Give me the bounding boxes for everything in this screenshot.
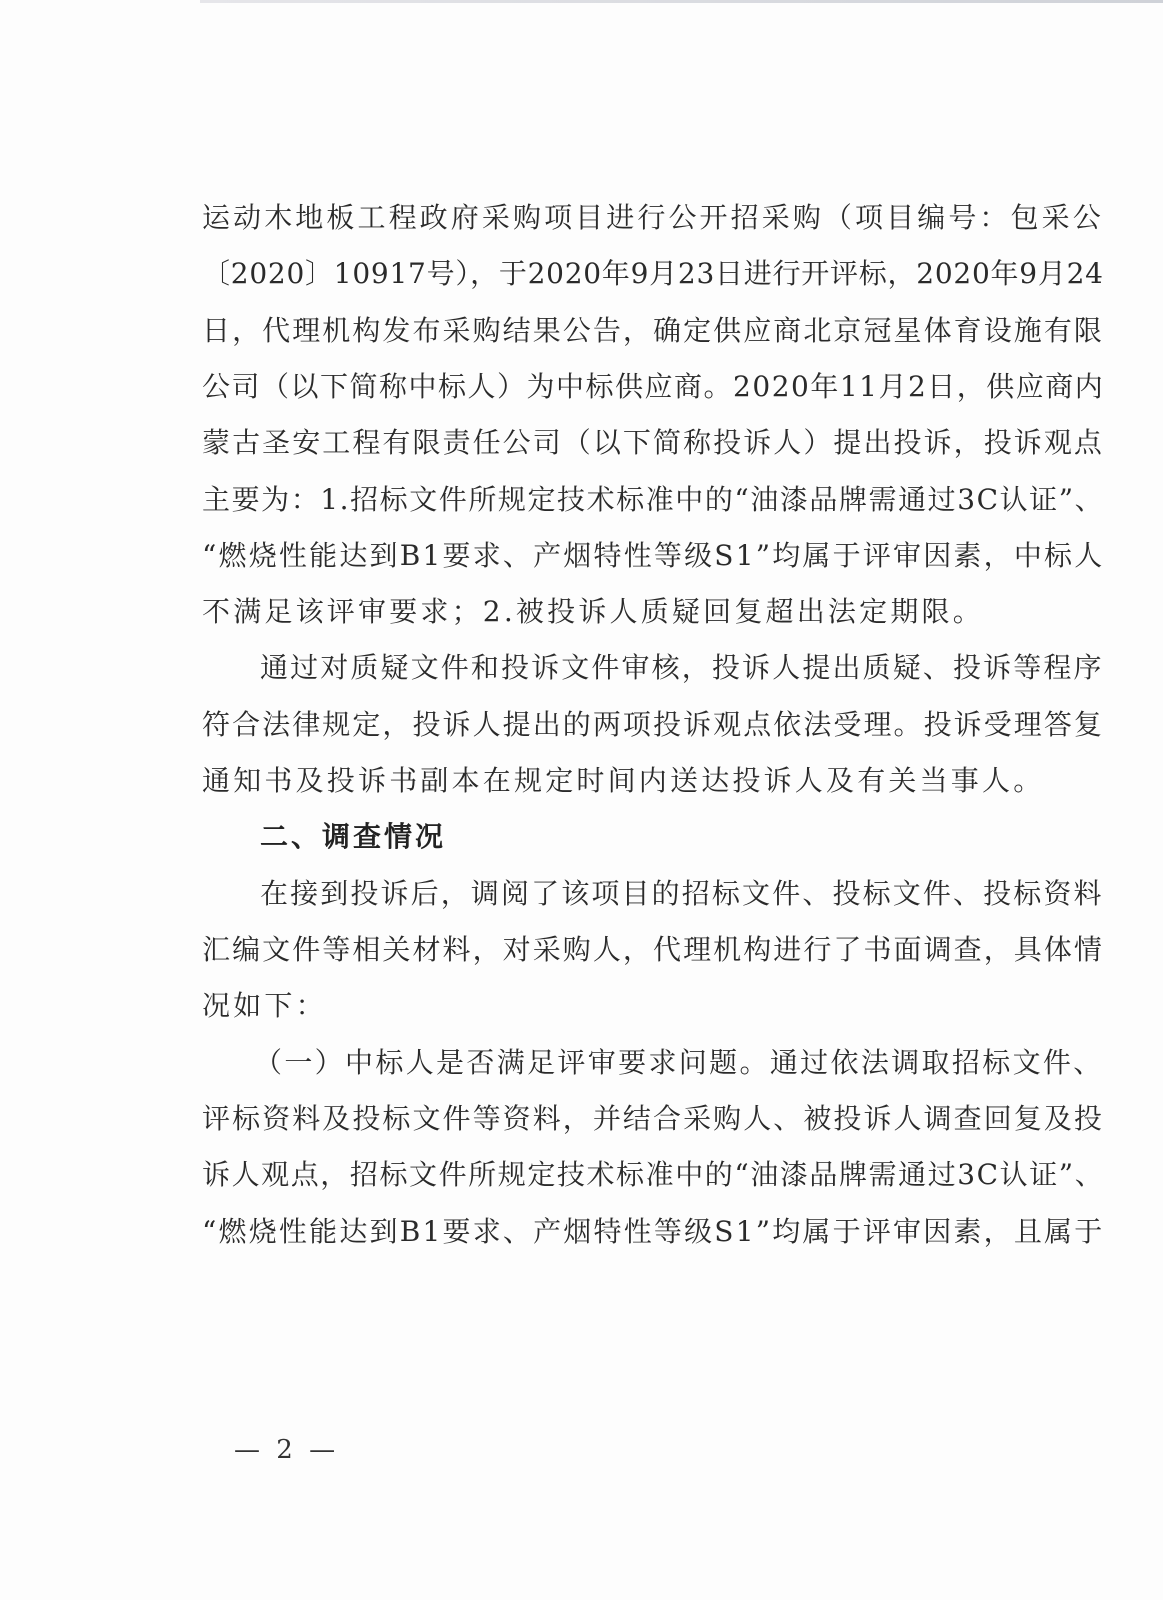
- text-line: 汇编文件等相关材料，对采购人，代理机构进行了书面调查，具体情: [202, 933, 1105, 966]
- text-line: 运动木地板工程政府采购项目进行公开招采购（项目编号：包采公: [202, 201, 1104, 234]
- text-line: “燃烧性能达到B1要求、产烟特性等级S1”均属于评审因素，中标人: [202, 539, 1105, 572]
- text-line: 通过对质疑文件和投诉文件审核，投诉人提出质疑、投诉等程序: [260, 651, 1104, 684]
- text-line: 蒙古圣安工程有限责任公司（以下简称投诉人）提出投诉，投诉观点: [202, 426, 1105, 459]
- text-line: 评标资料及投标文件等资料，并结合采购人、被投诉人调查回复及投: [202, 1102, 1105, 1135]
- text-line: 在接到投诉后，调阅了该项目的招标文件、投标文件、投标资料: [260, 877, 1104, 910]
- text-line: “燃烧性能达到B1要求、产烟特性等级S1”均属于评审因素，且属于: [202, 1215, 1105, 1248]
- text-line: 日，代理机构发布采购结果公告，确定供应商北京冠星体育设施有限: [202, 314, 1105, 347]
- text-line: 诉人观点，招标文件所规定技术标准中的“油漆品牌需通过3C认证”、: [202, 1158, 1105, 1191]
- page-number: — 2 —: [234, 1435, 340, 1465]
- text-line: 公司（以下简称中标人）为中标供应商。2020年11月2日，供应商内: [202, 370, 1105, 403]
- text-line: 〔2020〕10917号），于2020年9月23日进行开评标，2020年9月24: [202, 257, 1104, 290]
- text-line: 况如下：: [202, 989, 327, 1022]
- text-line: 不满足该评审要求；2.被投诉人质疑回复超出法定期限。: [202, 595, 984, 628]
- text-line: 符合法律规定，投诉人提出的两项投诉观点依法受理。投诉受理答复: [202, 708, 1105, 741]
- scan-edge: [200, 0, 1163, 3]
- text-line: 通知书及投诉书副本在规定时间内送达投诉人及有关当事人。: [202, 764, 1045, 797]
- section-heading: 二、调查情况: [260, 820, 447, 853]
- text-line: 主要为：1.招标文件所规定技术标准中的“油漆品牌需通过3C认证”、: [202, 483, 1105, 516]
- text-line: （一）中标人是否满足评审要求问题。通过依法调取招标文件、: [254, 1046, 1104, 1079]
